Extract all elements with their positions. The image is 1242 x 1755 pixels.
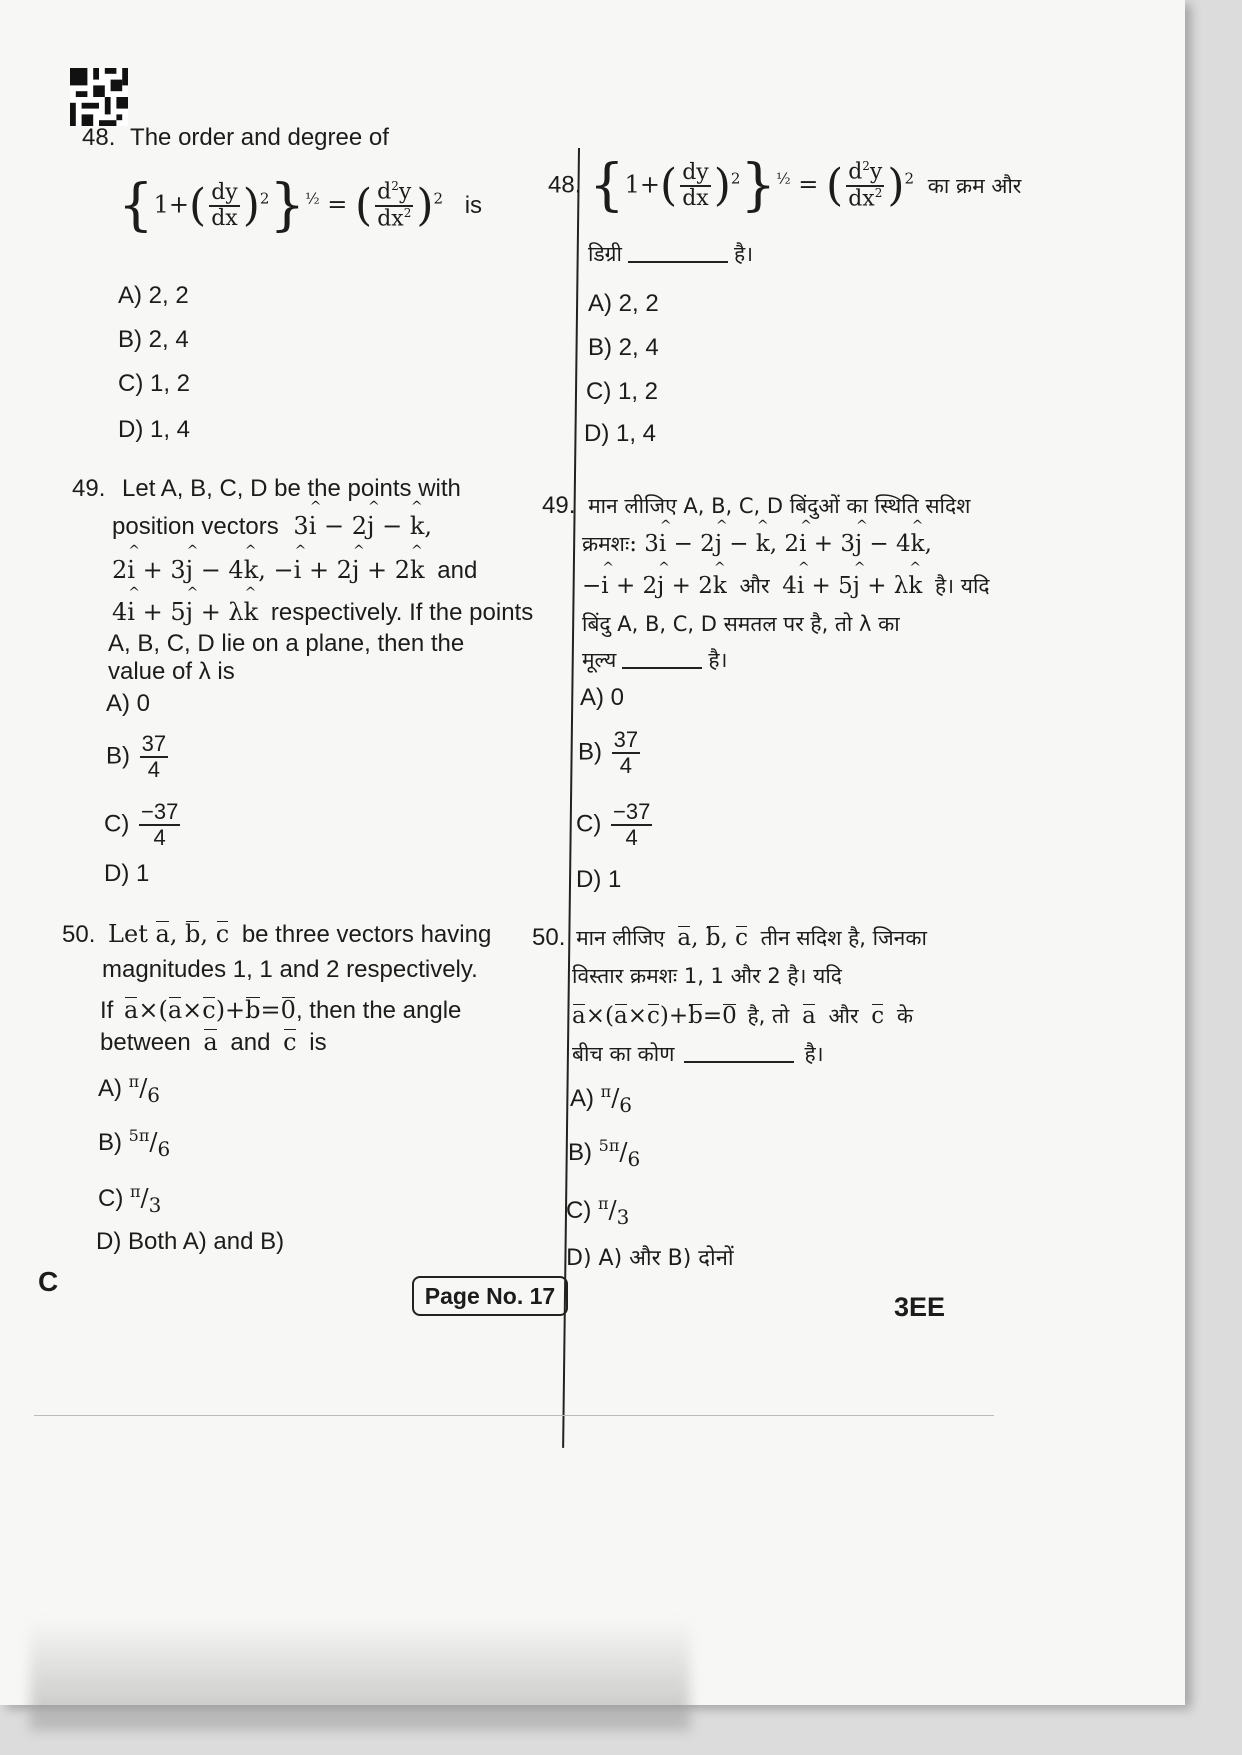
option-d[interactable]: D) 1, 4: [118, 416, 191, 443]
question-number: 48.: [548, 171, 582, 199]
option-c[interactable]: C) $\frac{-37}{4}$: [104, 799, 179, 851]
question-text: The order and degree of: [130, 124, 389, 151]
page-number-box: Page No. 17: [412, 1276, 568, 1316]
option-b[interactable]: B) $\frac{37}{4}$: [578, 727, 639, 779]
question-number: 50.: [532, 924, 566, 951]
scan-shadow: [30, 1620, 690, 1730]
option-b[interactable]: B) 2, 4: [118, 326, 189, 353]
option-c[interactable]: C) $\frac{-37}{4}$: [576, 799, 651, 851]
question-number: 49.: [72, 475, 106, 502]
question-number: 49.: [542, 492, 576, 519]
option-a[interactable]: A) 2, 2: [588, 290, 659, 317]
equation: {1+( $\frac{dy}{dx}$ )$^2$}$^{\frac{1}{2}}$ = ( $\frac{d^2y}{dx^2}$ )$^2$ is: [118, 173, 483, 238]
option-b[interactable]: B) $\frac{37}{4}$: [106, 731, 167, 783]
qr-code-icon: [68, 68, 130, 126]
option-a[interactable]: A) $^\pi/_6$: [98, 1072, 161, 1107]
option-d[interactable]: D) A) और B) दोनों: [566, 1246, 734, 1271]
section-letter: C: [38, 1266, 59, 1297]
option-b[interactable]: B) 2, 4: [588, 334, 659, 361]
option-a[interactable]: A) $^\pi/_6$: [570, 1082, 633, 1117]
question-number: 50.: [62, 921, 96, 948]
option-c[interactable]: C) $^\pi/_3$: [98, 1182, 162, 1217]
option-d[interactable]: D) 1: [104, 860, 150, 887]
paper-code: 3EE: [894, 1292, 946, 1322]
option-d[interactable]: D) 1, 4: [584, 420, 657, 447]
option-c[interactable]: C) 1, 2: [118, 370, 191, 397]
option-d[interactable]: D) 1: [576, 866, 622, 893]
option-d[interactable]: D) Both A) and B): [96, 1228, 285, 1255]
question-number: 48.: [82, 124, 116, 151]
bottom-rule: [34, 1415, 994, 1416]
option-a[interactable]: A) 2, 2: [118, 282, 189, 309]
option-b[interactable]: B) $^{5\pi}/_6$: [568, 1136, 641, 1171]
option-a[interactable]: A) 0: [106, 690, 151, 717]
option-c[interactable]: C) $^\pi/_3$: [566, 1194, 630, 1229]
option-a[interactable]: A) 0: [580, 684, 625, 711]
exam-page: 48. The order and degree of {1+( $\frac{dy}{dx}$ )$^2$}$^{\frac{1}{2}}$ = ( $\frac{d^2y}{dx^2}$ )$^2$ is A) 2, 2 B) 2, 4 C) 1, 2 D) 1, 4 49. Let A, B, C, D be the points with position vectors 3i ^ − 2j ^ − k ^, 2i ^ + 3j ^ − 4k ^, −i ^ + 2j ^ + 2k ^ and 4i ^ + 5j ^ + λk ^ respectively. If the points A, B, C, D lie on a plane, then the value of λ is A) 0 B) $\frac{37}{4}$ C) $\frac{-37}{4}$ D) 1 50. Let a, b, c be three vectors having magnitudes 1, 1 and 2 respectively. If a×(a×c)+b=0, then the angle between a and c is A) $^\pi/_6$ B) $^{5\pi}/_6$ C) $^\pi/_3$ D) Both A) and B) 48. {1+( $\frac{dy}{dx}$ )$^2$}$^{\frac{1}{2}}$ = ( $\frac{d^2y}{dx^2}$ )$^2$ का क्रम और डिग्री है। A) 2, 2 B) 2, 4 C) 1, 2 D) 1, 4 49. मान लीजिए A, B, C, D बिंदुओं का स्थिति सदिश क्रमशः: 3i ^ − 2j ^ − k ^, 2i ^ + 3j ^ − 4k ^, −i ^ + 2j ^ + 2k ^ और 4i ^ + 5j ^ + λk ^ है। यदि बिंदु A, B, C, D समतल पर है, तो λ का मूल्य है। A) 0 B) $\frac{37}{4}$ C) $\frac{-37}{4}$ D) 1 50. मान लीजिए a, b, c तीन सदिश है, जिनका विस्तार क्रमशः 1, 1 और 2 है। यदि a×(a×c)+b=0 है, तो a और c के बीच का कोण है। A) $^\pi/_6$ B) $^{5\pi}/_6$ C) $^\pi/_3$ D) A) और B) दोनों C Page No. 17 3EE: [0, 0, 1185, 1705]
option-c[interactable]: C) 1, 2: [586, 378, 659, 405]
option-b[interactable]: B) $^{5\pi}/_6$: [98, 1126, 171, 1161]
